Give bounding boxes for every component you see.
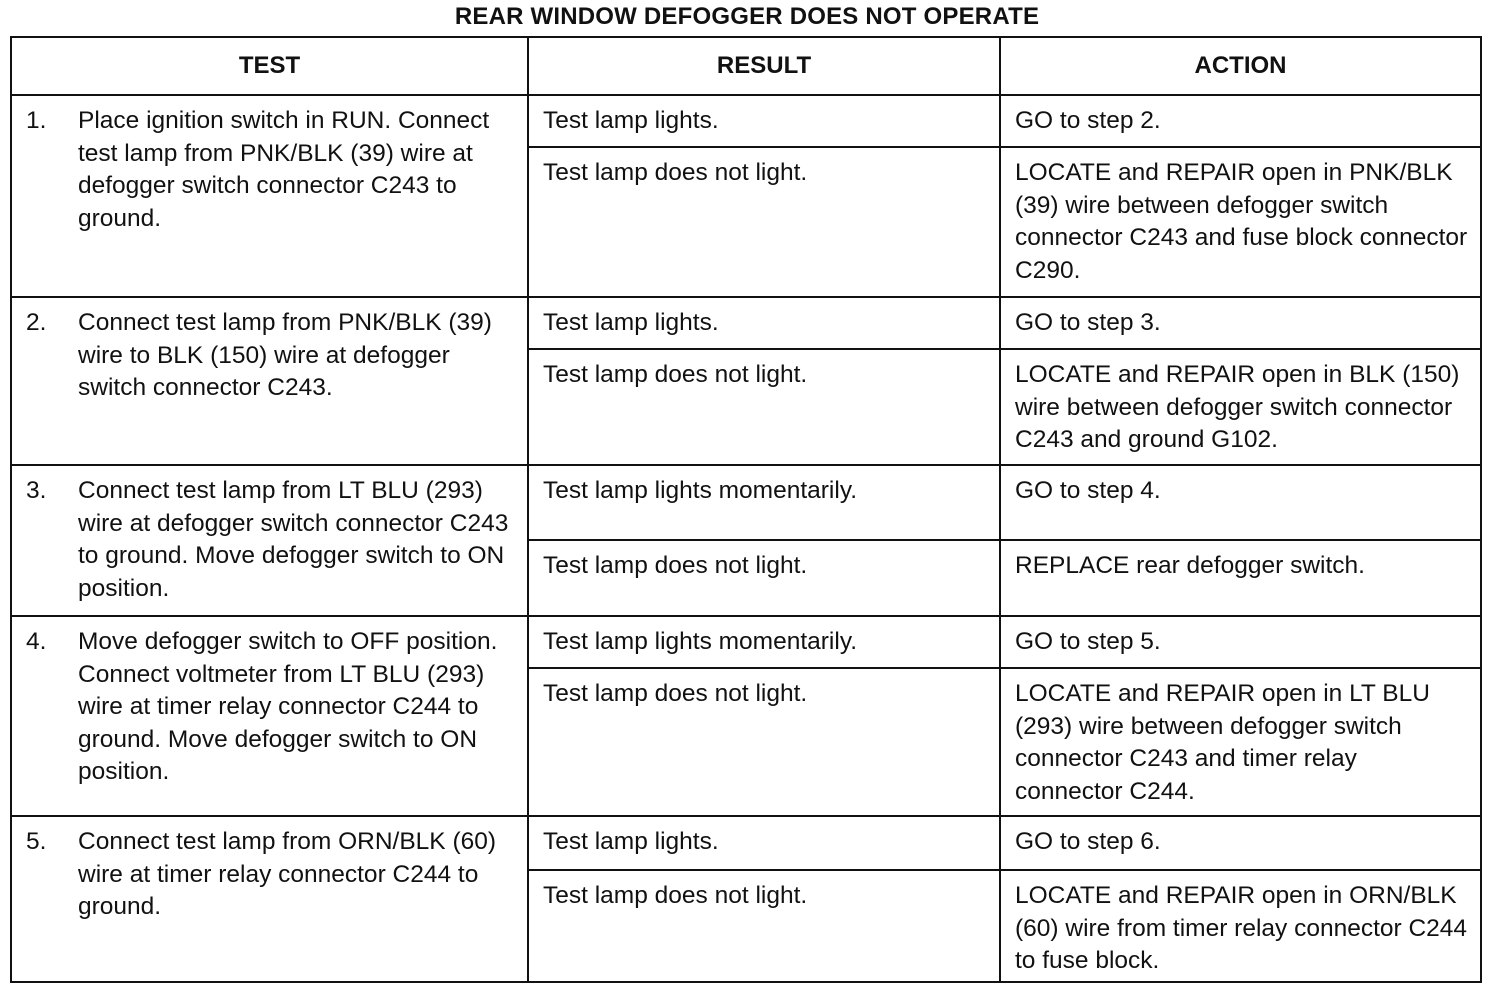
step-number: 5. (26, 828, 47, 855)
action-cell: LOCATE and REPAIR open in PNK/BLK (39) wire between defogger switch connector C243 and fuse block connector C290. (1000, 147, 1481, 297)
page-title: REAR WINDOW DEFOGGER DOES NOT OPERATE (454, 3, 1040, 30)
test-cell (11, 297, 528, 465)
result-cell: Test lamp does not light. (528, 147, 1000, 297)
table-row (11, 616, 1481, 668)
table-row (11, 465, 1481, 540)
test-cell (11, 465, 528, 616)
test-description: Move defogger switch to OFF position. Connect voltmeter from LT BLU (293) wire at timer relay connector C244 to ground. Move defogger switch to ON position. (78, 628, 498, 785)
column-header-action: ACTION (1000, 37, 1481, 95)
result-cell: Test lamp lights. (528, 297, 1000, 349)
action-cell: LOCATE and REPAIR open in ORN/BLK (60) wire from timer relay connector C244 to fuse block. (1000, 870, 1481, 982)
test-description: Connect test lamp from PNK/BLK (39) wire to BLK (150) wire at defogger switch connector C243. (78, 309, 492, 401)
result-cell: Test lamp lights. (528, 95, 1000, 147)
result-cell: Test lamp does not light. (528, 668, 1000, 816)
test-cell (11, 95, 528, 297)
action-cell: GO to step 4. (1000, 465, 1481, 540)
column-header-result: RESULT (528, 37, 1000, 95)
result-cell: Test lamp lights. (528, 816, 1000, 870)
step-number: 1. (26, 107, 47, 134)
result-cell: Test lamp does not light. (528, 870, 1000, 982)
result-cell: Test lamp lights momentarily. (528, 465, 1000, 540)
header-row (11, 37, 1481, 95)
table-row (11, 95, 1481, 147)
test-cell (11, 616, 528, 816)
test-description: Place ignition switch in RUN. Connect test lamp from PNK/BLK (39) wire at defogger switch connector C243 to ground. (78, 107, 490, 232)
action-cell: GO to step 6. (1000, 816, 1481, 870)
test-description: Connect test lamp from ORN/BLK (60) wire at timer relay connector C244 to ground. (78, 828, 497, 920)
test-description: Connect test lamp from LT BLU (293) wire at defogger switch connector C243 to ground. Move defogger switch to ON position. (78, 477, 509, 602)
test-cell (11, 816, 528, 982)
result-cell: Test lamp does not light. (528, 540, 1000, 616)
result-cell: Test lamp lights momentarily. (528, 616, 1000, 668)
table-row (11, 297, 1481, 349)
action-cell: GO to step 3. (1000, 297, 1481, 349)
table-row (11, 816, 1481, 870)
action-cell: LOCATE and REPAIR open in LT BLU (293) wire between defogger switch connector C243 and timer relay connector C244. (1000, 668, 1481, 816)
step-number: 3. (26, 477, 47, 504)
step-number: 2. (26, 309, 47, 336)
diagnostic-table (10, 36, 1482, 983)
action-cell: GO to step 2. (1000, 95, 1481, 147)
step-number: 4. (26, 628, 47, 655)
action-cell: REPLACE rear defogger switch. (1000, 540, 1481, 616)
action-cell: GO to step 5. (1000, 616, 1481, 668)
column-header-test: TEST (11, 37, 528, 95)
action-cell: LOCATE and REPAIR open in BLK (150) wire between defogger switch connector C243 and ground G102. (1000, 349, 1481, 465)
result-cell: Test lamp does not light. (528, 349, 1000, 465)
